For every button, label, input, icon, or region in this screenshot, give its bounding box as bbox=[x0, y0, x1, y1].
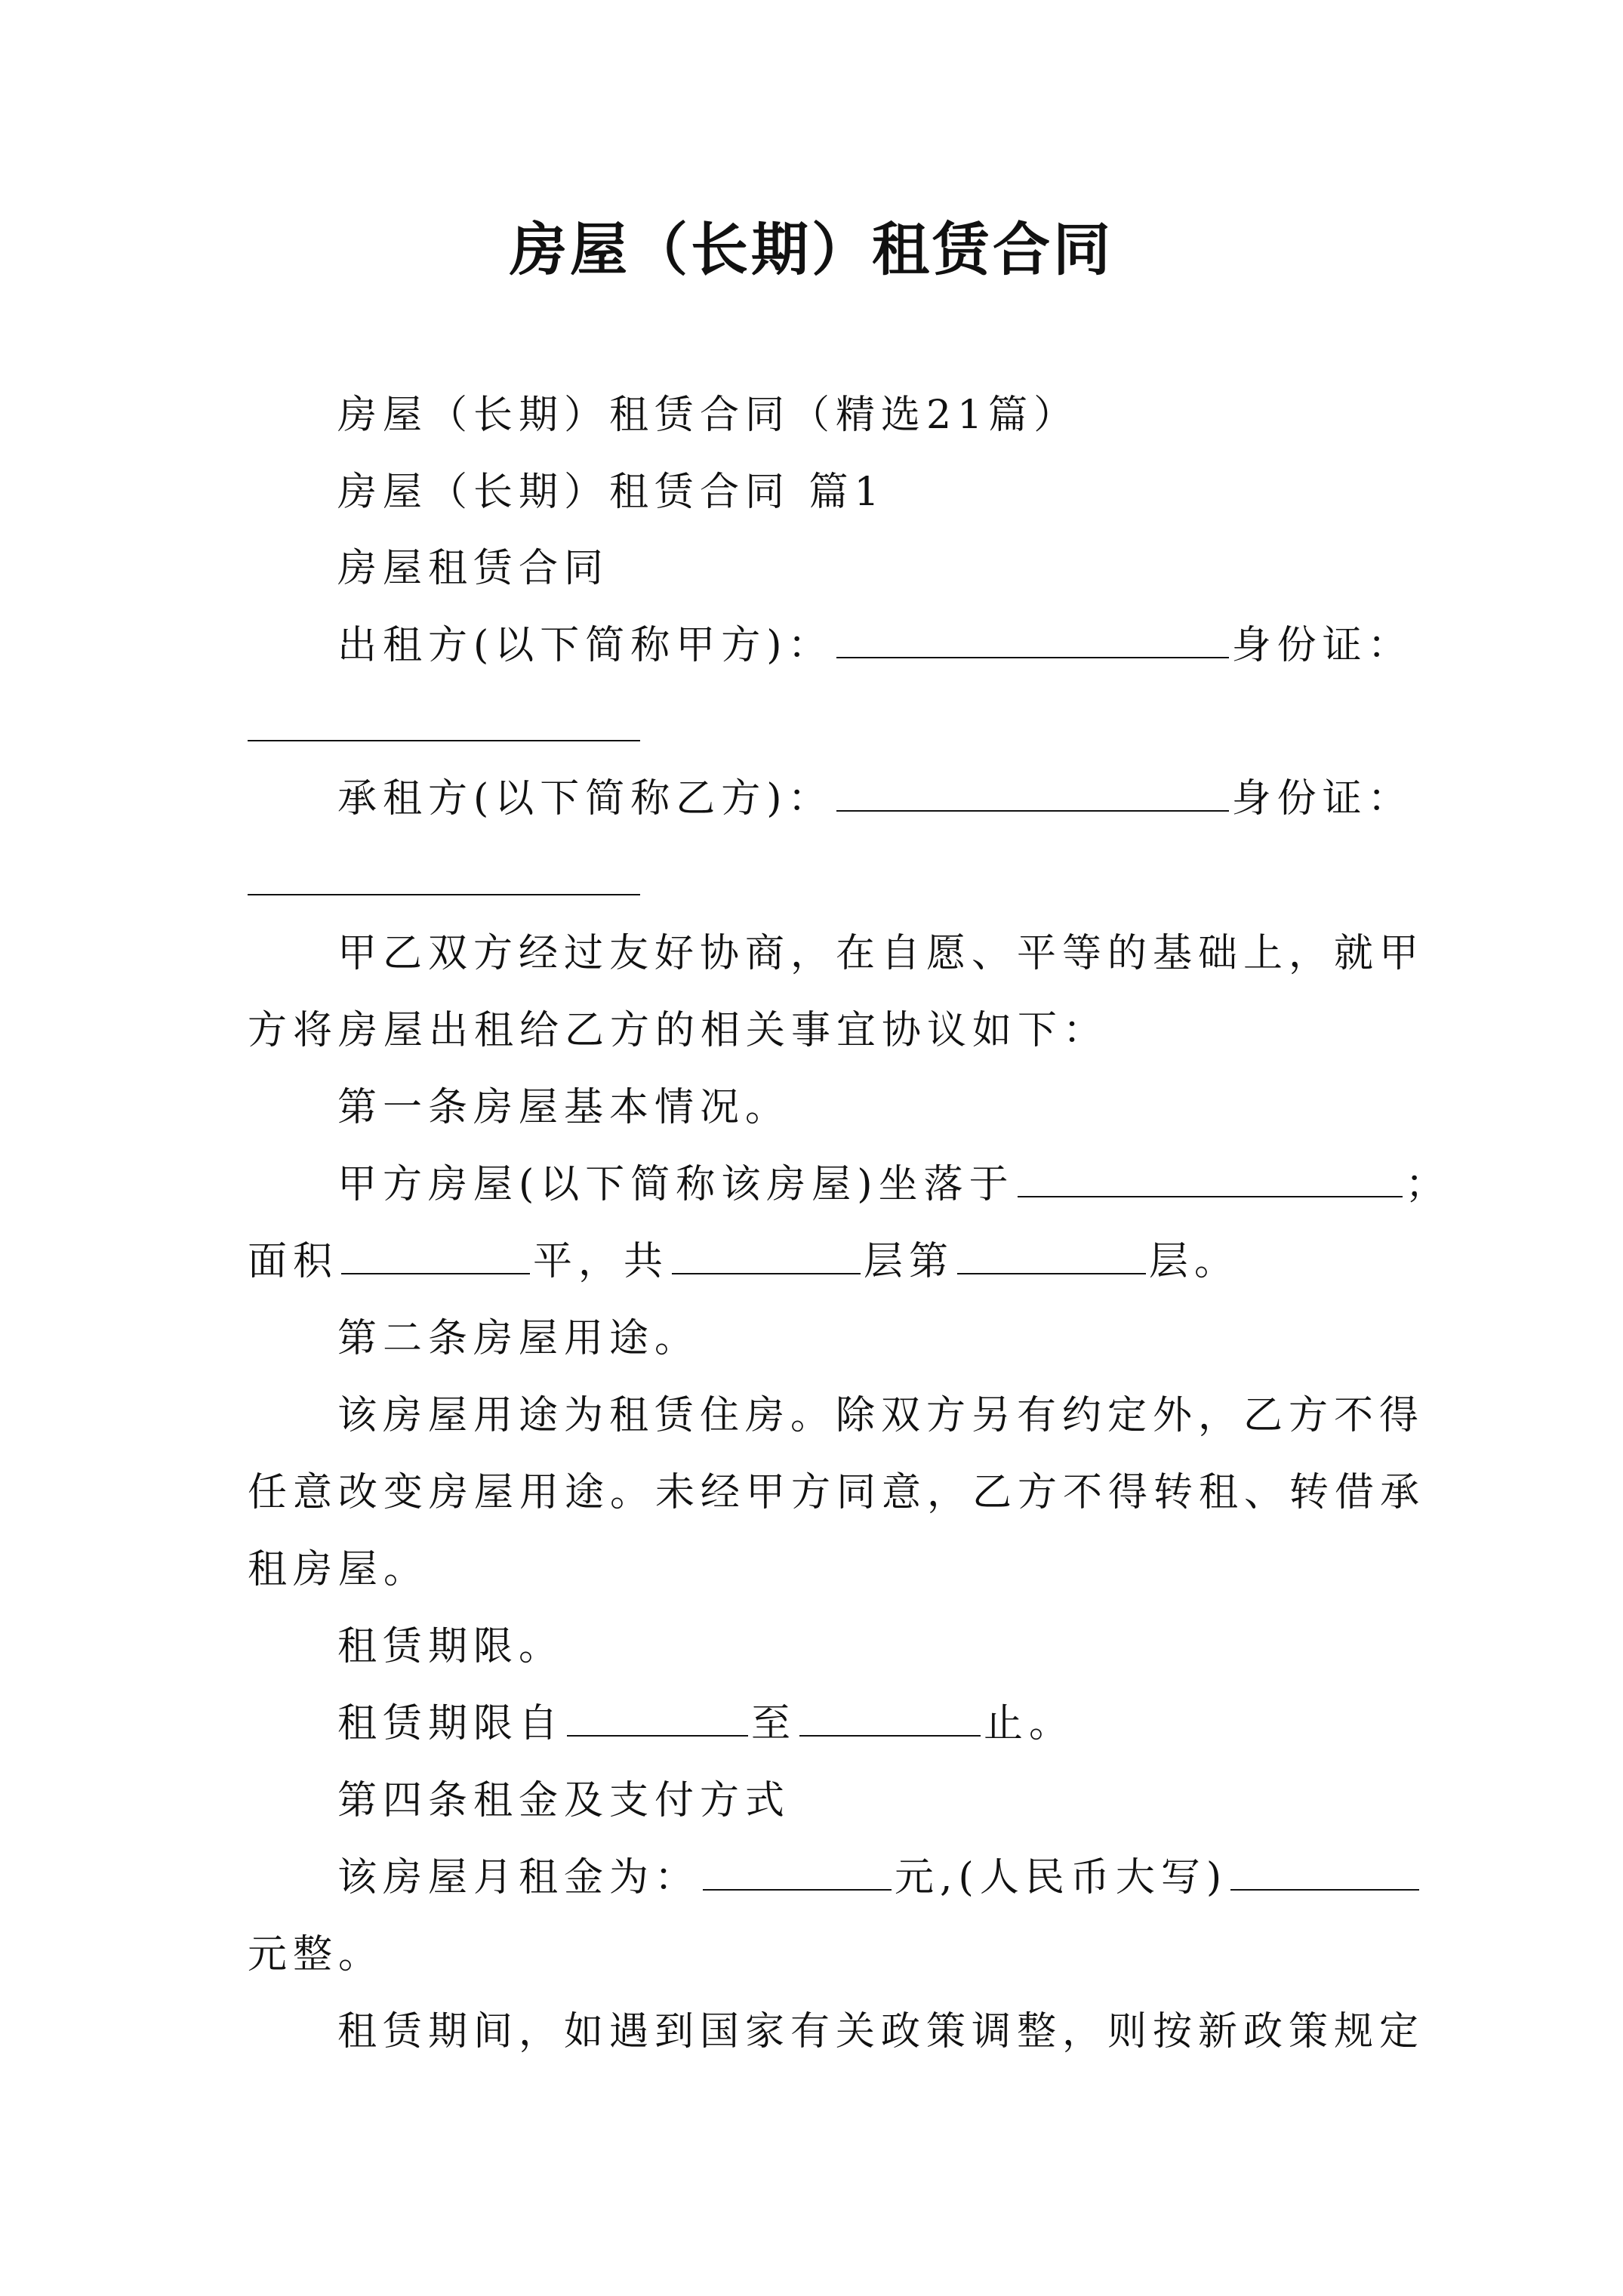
rent-capital-blank bbox=[1230, 1851, 1419, 1891]
subtitle-article-1: 房屋（长期）租赁合同 篇1 bbox=[337, 470, 885, 515]
rent-amount-blank bbox=[703, 1851, 892, 1891]
contract-heading: 房屋租赁合同 bbox=[337, 546, 610, 591]
lessor-name-blank bbox=[836, 619, 1229, 658]
address-line bbox=[337, 1158, 1451, 1211]
subtitle-collection: 房屋（长期）租赁合同（精选21篇） bbox=[337, 393, 1079, 438]
lessee-id-label: 身份证： bbox=[1231, 776, 1413, 821]
lease-end-label: 止。 bbox=[984, 1701, 1075, 1746]
lease-end-blank bbox=[799, 1697, 981, 1737]
paragraph-line: 任意改变房屋用途。未经甲方同意，乙方不得转租、转借承 bbox=[248, 1470, 1426, 1515]
paragraph-line: 甲乙双方经过友好协商，在自愿、平等的基础上，就甲 bbox=[337, 931, 1425, 976]
lessee-line bbox=[337, 772, 1413, 825]
lease-term-line bbox=[337, 1697, 1074, 1750]
lease-term-heading: 租赁期限。 bbox=[337, 1624, 565, 1669]
lease-start-blank bbox=[567, 1697, 748, 1737]
paragraph-line: 方将房屋出租给乙方的相关事宜协议如下： bbox=[248, 1008, 1109, 1053]
floor-end: 层。 bbox=[1149, 1239, 1240, 1284]
lessor-id-label: 身份证： bbox=[1231, 623, 1413, 668]
address-label: 甲方房屋(以下简称该房屋)坐落于 bbox=[337, 1162, 1015, 1207]
paragraph-line: 租房屋。 bbox=[248, 1547, 430, 1592]
lessor-line bbox=[337, 619, 1413, 672]
paragraph-line: 租赁期间，如遇到国家有关政策调整，则按新政策规定 bbox=[337, 2009, 1425, 2054]
lessor-label: 出租方(以下简称甲方)： bbox=[337, 623, 833, 668]
article-1-heading: 第一条房屋基本情况。 bbox=[337, 1085, 791, 1130]
lessee-id-blank bbox=[248, 894, 640, 895]
area-label: 面积 bbox=[248, 1239, 339, 1284]
rent-capital-label: 元,(人民币大写) bbox=[895, 1855, 1228, 1900]
article-2-heading: 第二条房屋用途。 bbox=[337, 1316, 701, 1361]
article-4-heading: 第四条租金及支付方式 bbox=[337, 1778, 791, 1823]
lessee-name-blank bbox=[836, 772, 1229, 812]
address-blank bbox=[1018, 1158, 1403, 1197]
floor-number-label: 层第 bbox=[864, 1239, 955, 1284]
paragraph-line: 该房屋用途为租赁住房。除双方另有约定外，乙方不得 bbox=[337, 1393, 1425, 1438]
address-end: ； bbox=[1405, 1162, 1451, 1207]
lease-start-label: 租赁期限自 bbox=[337, 1701, 565, 1746]
area-line bbox=[248, 1235, 1240, 1288]
lessor-id-blank bbox=[248, 740, 640, 741]
floors-total-blank bbox=[672, 1235, 861, 1274]
floor-number-blank bbox=[957, 1235, 1146, 1274]
area-blank bbox=[341, 1235, 530, 1274]
rent-end-line: 元整。 bbox=[248, 1932, 384, 1977]
lessee-label: 承租方(以下简称乙方)： bbox=[337, 776, 833, 821]
document-title: 房屋（长期）租赁合同 bbox=[510, 216, 1113, 283]
lease-to-label: 至 bbox=[751, 1701, 797, 1746]
floors-total-label: 平，共 bbox=[533, 1239, 670, 1284]
rent-label: 该房屋月租金为： bbox=[337, 1855, 701, 1900]
rent-line bbox=[337, 1851, 1422, 1904]
